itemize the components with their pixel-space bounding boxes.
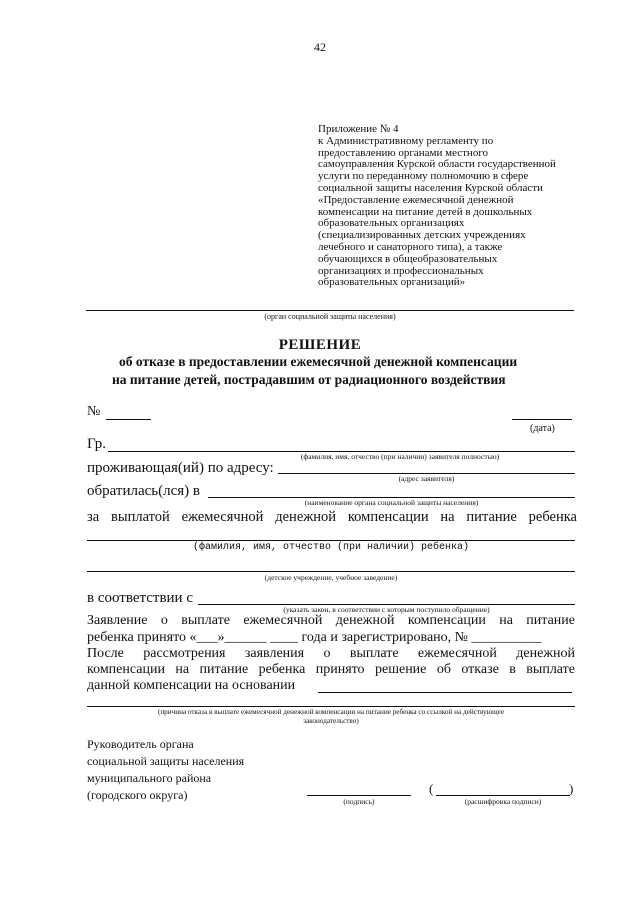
reason-caption-1: (причина отказа в выплате ежемесячной денежной компенсации на питание ребенка со ссылкой на действующее bbox=[157, 708, 505, 716]
appendix-line: образовательных организациях bbox=[318, 217, 465, 230]
applied-label: обратилась(лся) в bbox=[87, 483, 200, 499]
signer-line: социальной защиты населения bbox=[87, 754, 245, 768]
signature-field[interactable] bbox=[307, 795, 411, 796]
appendix-block bbox=[318, 124, 618, 289]
appendix-line: предоставлению органами местного bbox=[318, 146, 489, 159]
number-label: № bbox=[87, 404, 101, 419]
reason-caption-2: законодательство) bbox=[303, 717, 359, 725]
number-field[interactable] bbox=[106, 419, 151, 420]
date-caption: (дата) bbox=[530, 423, 555, 434]
appendix-line: лечебного и санаторного типа), а также bbox=[318, 240, 503, 253]
page-number: 42 bbox=[314, 40, 326, 54]
payment-text: за выплатой ежемесячной денежной компенсации на питание ребенка bbox=[87, 509, 577, 525]
applied-caption: (наименование органа социальной защиты населения) bbox=[304, 498, 479, 507]
appendix-line: «Предоставление ежемесячной денежной bbox=[318, 193, 514, 206]
appendix-line: услуги по переданному полномочию в сфере bbox=[318, 170, 529, 183]
appendix-line: образовательных организаций» bbox=[318, 276, 466, 289]
appendix-line: организациях и профессиональных bbox=[318, 264, 484, 277]
signer-line: (городского округа) bbox=[87, 788, 188, 802]
decode-field[interactable] bbox=[436, 795, 570, 796]
appendix-line: к Административному регламенту по bbox=[318, 134, 494, 147]
signature-caption: (подпись) bbox=[343, 797, 375, 806]
appendix-line: (специализированных детских учреждениях bbox=[318, 229, 526, 242]
address-caption: (адрес заявителя) bbox=[398, 474, 455, 483]
child-fio-field[interactable] bbox=[87, 540, 575, 541]
after-line-3: данной компенсации на основании bbox=[87, 678, 296, 693]
paren-close: ) bbox=[569, 781, 574, 796]
appendix-line: социальной защиты населения Курской области bbox=[318, 181, 543, 194]
statement-line-1: Заявление о выплате ежемесячной денежной компенсации на питание bbox=[87, 613, 575, 628]
after-line-2: компенсации на питание ребенка принято решение об отказе в выплате bbox=[87, 662, 575, 677]
citizen-label: Гр. bbox=[87, 436, 106, 452]
document-subtitle-1: об отказе в предоставлении ежемесячной денежной компенсации bbox=[119, 354, 518, 369]
signer-line: муниципального района bbox=[87, 771, 212, 785]
signer-line: Руководитель органа bbox=[87, 737, 194, 751]
document-title: РЕШЕНИЕ bbox=[278, 337, 362, 353]
law-caption: (указать закон, в соответствии с которым поступило обращение) bbox=[283, 605, 490, 614]
appendix-line: самоуправления Курской области государственной bbox=[318, 158, 556, 171]
appendix-line: Приложение № 4 bbox=[318, 123, 399, 135]
document-subtitle-2: на питание детей, пострадавшим от радиационного воздействия bbox=[112, 372, 506, 387]
child-fio-caption: (фамилия, имя, отчество (при наличии) ребенка) bbox=[192, 542, 470, 553]
fio-caption: (фамилия, имя, отчество (при наличии) заявителя полностью) bbox=[300, 452, 500, 461]
address-label: проживающая(ий) по адресу: bbox=[87, 460, 274, 476]
reason-field[interactable] bbox=[318, 692, 572, 693]
reason-field-2[interactable] bbox=[87, 706, 575, 707]
appendix-line: компенсации на питание детей в дошкольных bbox=[318, 205, 533, 218]
accordance-label: в соответствии с bbox=[87, 590, 193, 606]
after-line-1: После рассмотрения заявления о выплате ежемесячной денежной bbox=[87, 646, 575, 661]
org-caption: (орган социальной защиты населения) bbox=[264, 312, 396, 321]
date-field[interactable] bbox=[512, 419, 572, 420]
signer-block bbox=[87, 736, 244, 804]
institution-field[interactable] bbox=[87, 571, 575, 572]
org-line[interactable] bbox=[86, 310, 574, 311]
institution-caption: (детское учреждение, учебное заведение) bbox=[264, 573, 398, 582]
appendix-line: обучающихся в общеобразовательных bbox=[318, 252, 498, 265]
paren-open: ( bbox=[429, 781, 434, 796]
statement-line-2: ребенка принято «___»______ ____ года и зарегистрировано, № __________ bbox=[87, 630, 542, 645]
decode-caption: (расшифровка подписи) bbox=[464, 797, 542, 806]
